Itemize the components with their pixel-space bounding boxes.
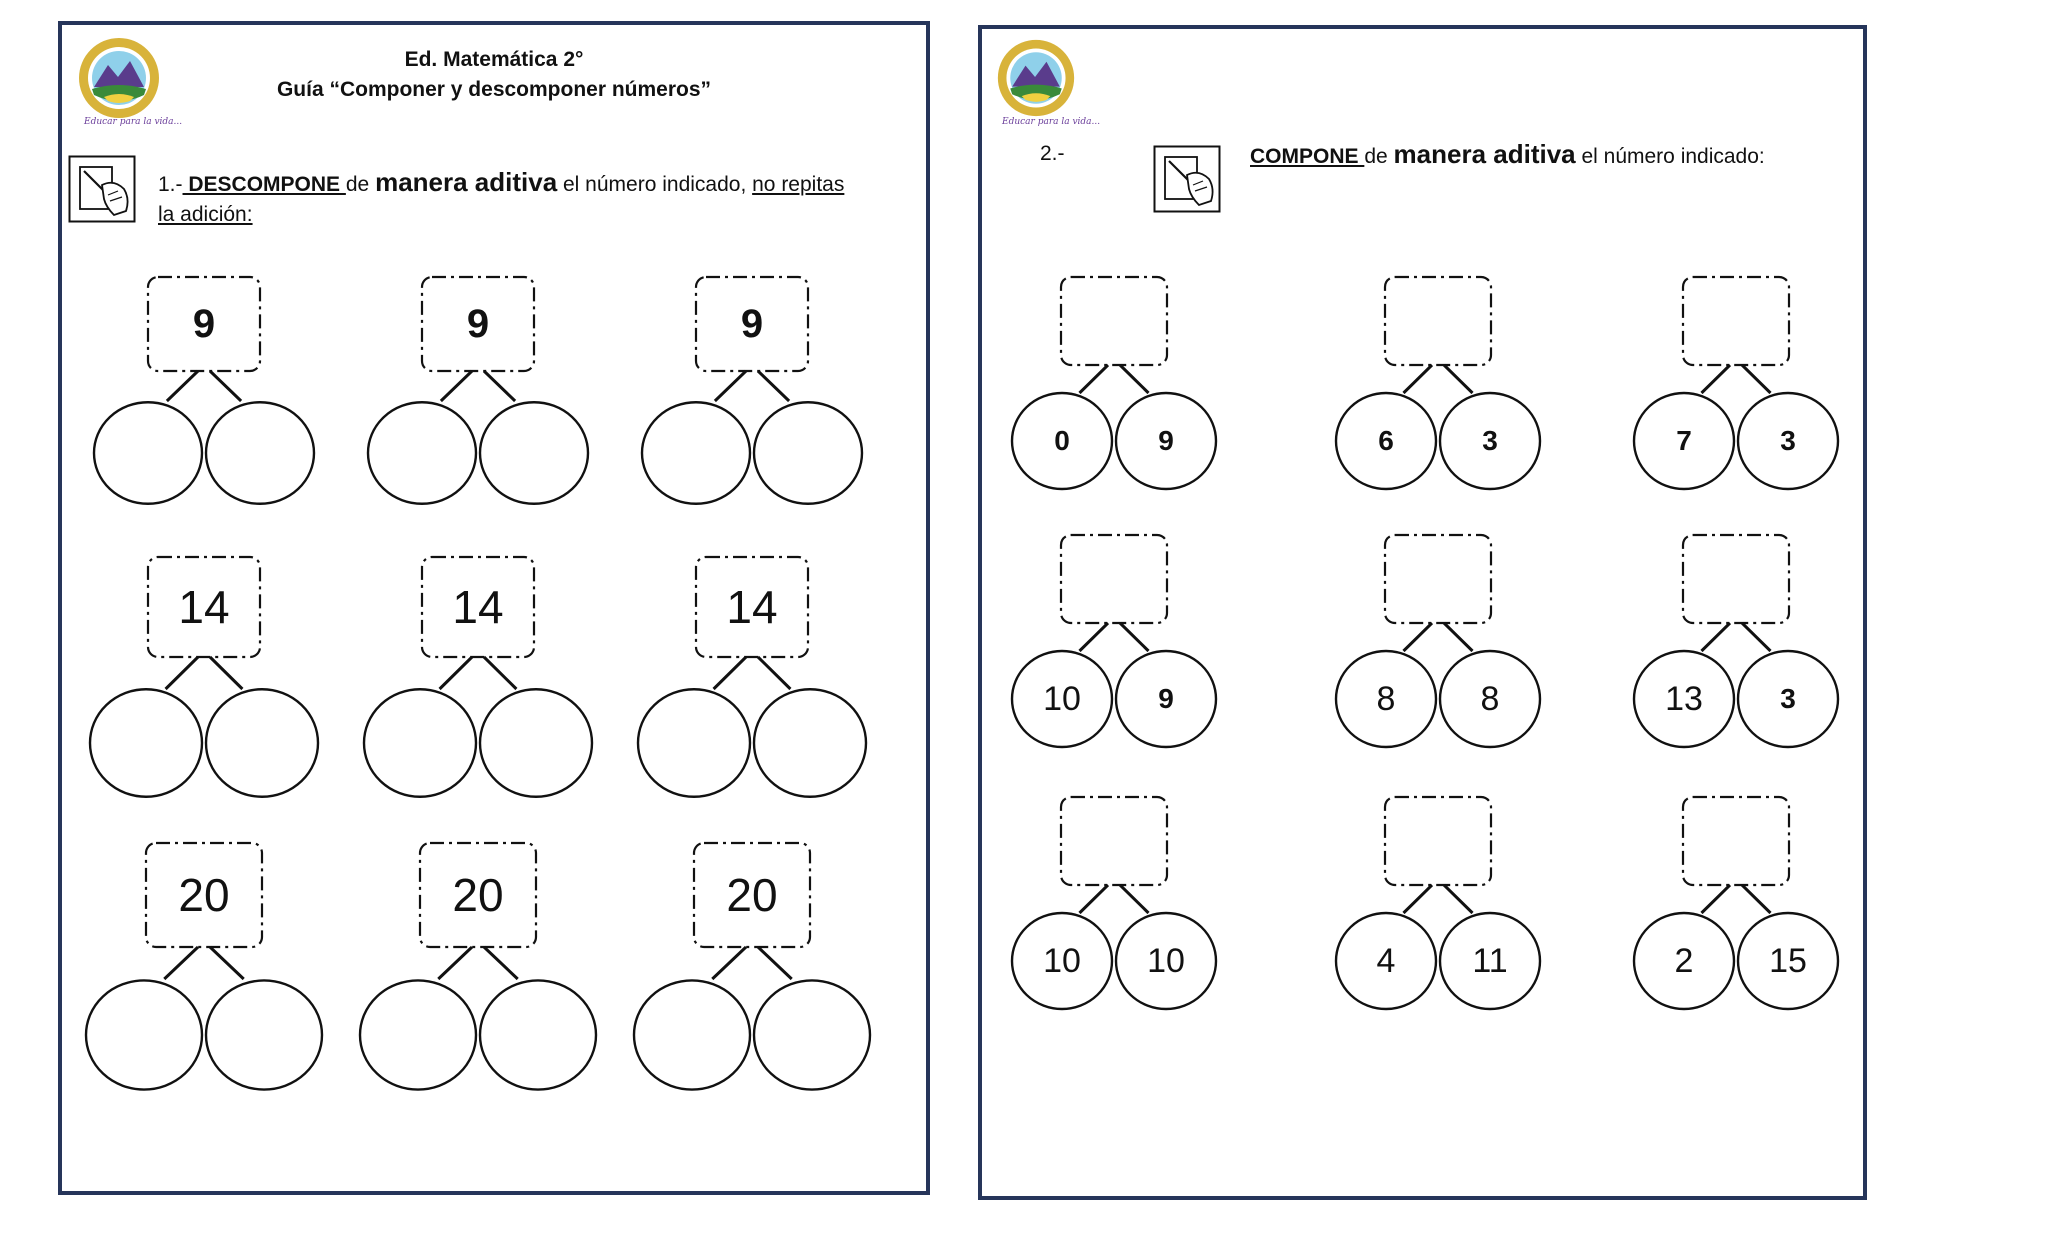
number-bond bbox=[74, 841, 334, 1101]
worksheet-page-1 bbox=[58, 21, 930, 1195]
bond-line-right bbox=[210, 657, 242, 689]
part-circle-left[interactable] bbox=[94, 402, 202, 504]
worksheet-subject-title: Ed. Matemática 2° bbox=[404, 48, 584, 71]
number-bond bbox=[358, 555, 598, 805]
whole-number-box[interactable] bbox=[1385, 797, 1491, 885]
part-value-right: 3 bbox=[1780, 425, 1796, 456]
instruction-text-part: de bbox=[1364, 145, 1394, 168]
bond-line-right bbox=[1742, 365, 1771, 393]
whole-number-value: 14 bbox=[726, 581, 778, 633]
bond-line-left bbox=[712, 947, 746, 979]
number-bond bbox=[1004, 533, 1224, 763]
bond-line-left bbox=[1404, 885, 1433, 913]
part-value-right: 9 bbox=[1158, 425, 1174, 456]
whole-number-box[interactable] bbox=[1061, 797, 1167, 885]
bond-line-left bbox=[166, 657, 198, 689]
part-value-left: 7 bbox=[1676, 425, 1692, 456]
part-circle-right[interactable] bbox=[480, 689, 592, 797]
part-value-right: 10 bbox=[1147, 942, 1185, 980]
instruction-emphasis: manera aditiva bbox=[1393, 139, 1576, 169]
worksheet-page-2 bbox=[978, 25, 1867, 1200]
whole-number-box[interactable] bbox=[1683, 277, 1789, 365]
part-circle-left[interactable] bbox=[360, 980, 476, 1089]
bond-line-left bbox=[715, 371, 746, 401]
part-value-left: 0 bbox=[1054, 425, 1070, 456]
instruction-emphasis: manera aditiva bbox=[375, 167, 558, 197]
part-circle-left[interactable] bbox=[90, 689, 202, 797]
bond-line-right bbox=[210, 371, 241, 401]
part-circle-right[interactable] bbox=[206, 980, 322, 1089]
part-circle-right[interactable] bbox=[480, 980, 596, 1089]
number-bond bbox=[1626, 275, 1846, 505]
whole-number-value: 20 bbox=[726, 869, 778, 921]
bond-line-left bbox=[438, 947, 472, 979]
part-circle-right[interactable] bbox=[480, 402, 588, 504]
whole-number-value: 9 bbox=[466, 302, 490, 346]
bond-line-left bbox=[167, 371, 198, 401]
bond-line-left bbox=[1702, 885, 1731, 913]
bond-line-left bbox=[1080, 885, 1109, 913]
bond-line-right bbox=[758, 947, 792, 979]
number-bond bbox=[632, 275, 872, 525]
bond-line-right bbox=[1742, 623, 1771, 651]
part-value-left: 13 bbox=[1665, 680, 1703, 718]
whole-number-box[interactable] bbox=[1683, 797, 1789, 885]
whole-number-box[interactable] bbox=[1683, 535, 1789, 623]
bond-line-left bbox=[164, 947, 198, 979]
bond-line-left bbox=[714, 657, 746, 689]
part-circle-right[interactable] bbox=[754, 689, 866, 797]
part-circle-left[interactable] bbox=[368, 402, 476, 504]
whole-number-value: 9 bbox=[192, 302, 216, 346]
part-value-right: 3 bbox=[1780, 683, 1796, 714]
instruction-text-part: el número indicado, bbox=[557, 173, 753, 196]
instruction-compone bbox=[1250, 139, 1850, 172]
instruction-descompone bbox=[158, 167, 918, 230]
number-bond bbox=[84, 275, 324, 525]
part-value-right: 9 bbox=[1158, 683, 1174, 714]
part-circle-left[interactable] bbox=[364, 689, 476, 797]
instruction-number-2: 2.- bbox=[1040, 142, 1065, 165]
whole-number-box[interactable] bbox=[1385, 277, 1491, 365]
part-value-right: 3 bbox=[1482, 425, 1498, 456]
bond-line-right bbox=[758, 371, 789, 401]
part-value-left: 6 bbox=[1378, 425, 1394, 456]
part-value-right: 11 bbox=[1472, 942, 1508, 980]
bond-line-left bbox=[1404, 623, 1433, 651]
part-circle-right[interactable] bbox=[206, 689, 318, 797]
bond-line-right bbox=[210, 947, 244, 979]
bond-line-left bbox=[1702, 623, 1731, 651]
instruction-verb: COMPONE bbox=[1250, 145, 1365, 168]
part-circle-left[interactable] bbox=[638, 689, 750, 797]
part-circle-left[interactable] bbox=[634, 980, 750, 1089]
bond-line-right bbox=[1742, 885, 1771, 913]
instruction-verb: DESCOMPONE bbox=[182, 173, 346, 196]
part-value-right: 15 bbox=[1769, 942, 1807, 980]
bond-line-right bbox=[1120, 623, 1149, 651]
number-bond bbox=[1004, 275, 1224, 505]
bond-line-right bbox=[758, 657, 790, 689]
part-value-left: 10 bbox=[1043, 942, 1081, 980]
bond-line-left bbox=[1080, 365, 1109, 393]
bond-line-right bbox=[484, 657, 516, 689]
instruction-text-part: el número indicado: bbox=[1575, 145, 1765, 168]
bond-line-right bbox=[484, 947, 518, 979]
whole-number-box[interactable] bbox=[1061, 535, 1167, 623]
part-value-left: 4 bbox=[1376, 942, 1396, 980]
whole-number-box[interactable] bbox=[1061, 277, 1167, 365]
bond-line-right bbox=[1444, 885, 1473, 913]
bond-line-left bbox=[1702, 365, 1731, 393]
writing-hand-icon bbox=[68, 155, 136, 223]
number-bond bbox=[1328, 795, 1548, 1025]
part-value-left: 8 bbox=[1376, 680, 1396, 718]
bond-line-left bbox=[440, 657, 472, 689]
whole-number-box[interactable] bbox=[1385, 535, 1491, 623]
logo-tagline: Educar para la vida... bbox=[1002, 117, 1101, 127]
number-bond bbox=[622, 841, 882, 1101]
number-bond bbox=[1328, 275, 1548, 505]
part-value-right: 8 bbox=[1480, 680, 1500, 718]
part-value-left: 2 bbox=[1674, 942, 1694, 980]
instruction-underlined: no repitas bbox=[752, 173, 845, 196]
whole-number-value: 14 bbox=[178, 581, 230, 633]
worksheet-guide-title: Guía “Componer y descomponer números” bbox=[276, 78, 712, 101]
number-bond bbox=[632, 555, 872, 805]
whole-number-value: 14 bbox=[452, 581, 504, 633]
part-circle-right[interactable] bbox=[206, 402, 314, 504]
logo-tagline: Educar para la vida... bbox=[84, 117, 183, 127]
number-bond bbox=[348, 841, 608, 1101]
whole-number-value: 9 bbox=[740, 302, 764, 346]
bond-line-right bbox=[1120, 365, 1149, 393]
number-bond bbox=[1626, 795, 1846, 1025]
number-bond bbox=[1328, 533, 1548, 763]
part-circle-left[interactable] bbox=[86, 980, 202, 1089]
part-circle-left[interactable] bbox=[642, 402, 750, 504]
number-bond bbox=[358, 275, 598, 525]
number-bond bbox=[84, 555, 324, 805]
instruction-underlined: la adición: bbox=[158, 203, 253, 226]
bond-line-left bbox=[441, 371, 472, 401]
bond-line-right bbox=[1120, 885, 1149, 913]
bond-line-left bbox=[1080, 623, 1109, 651]
number-bond bbox=[1004, 795, 1224, 1025]
instruction-text-part: de bbox=[345, 173, 376, 196]
bond-line-right bbox=[484, 371, 515, 401]
writing-hand-icon bbox=[1153, 145, 1221, 213]
school-logo-icon bbox=[995, 37, 1077, 119]
number-bond bbox=[1626, 533, 1846, 763]
part-circle-right[interactable] bbox=[754, 980, 870, 1089]
part-circle-right[interactable] bbox=[754, 402, 862, 504]
bond-line-left bbox=[1404, 365, 1433, 393]
part-value-left: 10 bbox=[1043, 680, 1081, 718]
whole-number-value: 20 bbox=[178, 869, 230, 921]
instruction-number: 1.- bbox=[158, 173, 183, 196]
bond-line-right bbox=[1444, 623, 1473, 651]
bond-line-right bbox=[1444, 365, 1473, 393]
whole-number-value: 20 bbox=[452, 869, 504, 921]
